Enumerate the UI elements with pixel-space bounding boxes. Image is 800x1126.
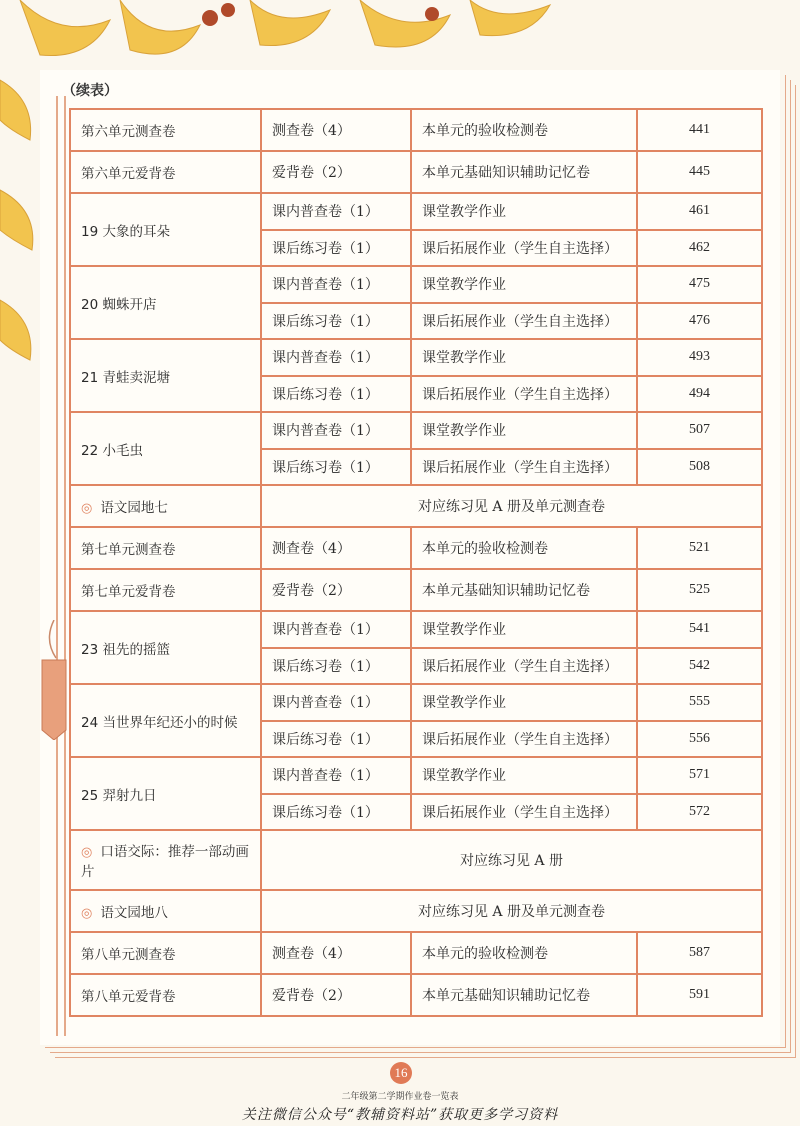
paper-type: 课后练习卷（1） <box>261 376 411 413</box>
footer-caption: 二年级第二学期作业卷一览表 <box>341 1092 459 1102</box>
table-row <box>70 266 762 303</box>
paper-purpose: 课堂教学作业 <box>411 684 637 721</box>
paper-type: 课内普查卷（1） <box>261 757 411 794</box>
table-row <box>70 412 762 449</box>
paper-type: 测查卷（4） <box>261 527 411 569</box>
lesson-name-text: 语文园地七 <box>100 500 168 516</box>
paper-type: 课后练习卷（1） <box>261 721 411 758</box>
paper-purpose: 本单元的验收检测卷 <box>411 527 637 569</box>
page-number: 571 <box>637 757 762 794</box>
table-row <box>70 193 762 230</box>
lesson-name: 第六单元爱背卷 <box>70 151 261 193</box>
cross-reference-note: 对应练习见 A 册 <box>261 830 762 890</box>
cross-reference-note: 对应练习见 A 册及单元测查卷 <box>261 890 762 932</box>
paper-type: 爱背卷（2） <box>261 151 411 193</box>
lesson-name: 21 青蛙卖泥塘 <box>70 339 261 412</box>
table-row <box>70 830 762 890</box>
page-number: 493 <box>637 339 762 376</box>
paper-purpose: 课后拓展作业（学生自主选择） <box>411 721 637 758</box>
table-row <box>70 611 762 648</box>
page-number: 525 <box>637 569 762 611</box>
page-number: 541 <box>637 611 762 648</box>
paper-type: 课后练习卷（1） <box>261 449 411 486</box>
paper-purpose: 课堂教学作业 <box>411 412 637 449</box>
paper-purpose: 课堂教学作业 <box>411 193 637 230</box>
page-number: 591 <box>637 974 762 1016</box>
paper-purpose: 课后拓展作业（学生自主选择） <box>411 230 637 267</box>
assignment-table <box>69 108 763 1017</box>
paper-type: 课内普查卷（1） <box>261 193 411 230</box>
paper-purpose: 课后拓展作业（学生自主选择） <box>411 794 637 831</box>
bullet-icon: ◎ <box>81 906 93 921</box>
lesson-name <box>70 890 261 932</box>
paper-type: 课后练习卷（1） <box>261 648 411 685</box>
page-number: 461 <box>637 193 762 230</box>
bullet-icon: ◎ <box>81 845 93 860</box>
lesson-name <box>70 485 261 527</box>
lesson-name: 20 蜘蛛开店 <box>70 266 261 339</box>
table-row <box>70 485 762 527</box>
table-row <box>70 527 762 569</box>
paper-purpose: 课后拓展作业（学生自主选择） <box>411 376 637 413</box>
paper-type: 爱背卷（2） <box>261 569 411 611</box>
paper-type: 测查卷（4） <box>261 932 411 974</box>
paper-purpose: 课后拓展作业（学生自主选择） <box>411 303 637 340</box>
paper-purpose: 课堂教学作业 <box>411 611 637 648</box>
paper-type: 课内普查卷（1） <box>261 611 411 648</box>
paper-purpose: 本单元基础知识辅助记忆卷 <box>411 974 637 1016</box>
paper-type: 课内普查卷（1） <box>261 266 411 303</box>
table-row <box>70 151 762 193</box>
paper-purpose: 课后拓展作业（学生自主选择） <box>411 449 637 486</box>
paper-purpose: 课堂教学作业 <box>411 339 637 376</box>
paper-purpose: 本单元基础知识辅助记忆卷 <box>411 151 637 193</box>
table-row <box>70 932 762 974</box>
page-number: 587 <box>637 932 762 974</box>
lesson-name: 22 小毛虫 <box>70 412 261 485</box>
paper-type: 爱背卷（2） <box>261 974 411 1016</box>
footer-promo: 关注微信公众号“教辅资料站”获取更多学习资料 <box>241 1107 559 1123</box>
bullet-icon: ◎ <box>81 501 93 516</box>
paper-type: 测查卷（4） <box>261 109 411 151</box>
table-row <box>70 339 762 376</box>
page-number: 507 <box>637 412 762 449</box>
lesson-name-text: 语文园地八 <box>100 905 168 921</box>
page-number: 555 <box>637 684 762 721</box>
paper-purpose: 本单元的验收检测卷 <box>411 932 637 974</box>
bookmark-tag <box>34 620 74 740</box>
lesson-name: 第八单元测查卷 <box>70 932 261 974</box>
lesson-name: 23 祖先的摇篮 <box>70 611 261 684</box>
page-number: 572 <box>637 794 762 831</box>
table-row <box>70 684 762 721</box>
page-number: 508 <box>637 449 762 486</box>
paper-type: 课内普查卷（1） <box>261 412 411 449</box>
table-row <box>70 569 762 611</box>
page-number: 476 <box>637 303 762 340</box>
page-number: 445 <box>637 151 762 193</box>
page-number: 475 <box>637 266 762 303</box>
lesson-name: 第八单元爱背卷 <box>70 974 261 1016</box>
page-number: 441 <box>637 109 762 151</box>
page-number-badge: 16 <box>390 1062 412 1084</box>
lesson-name: 第七单元爱背卷 <box>70 569 261 611</box>
paper-purpose: 本单元的验收检测卷 <box>411 109 637 151</box>
lesson-name: 第六单元测查卷 <box>70 109 261 151</box>
page-number: 542 <box>637 648 762 685</box>
page-number: 521 <box>637 527 762 569</box>
page-number: 556 <box>637 721 762 758</box>
paper-purpose: 课堂教学作业 <box>411 757 637 794</box>
paper-type: 课后练习卷（1） <box>261 303 411 340</box>
cross-reference-note: 对应练习见 A 册及单元测查卷 <box>261 485 762 527</box>
paper-type: 课内普查卷（1） <box>261 684 411 721</box>
paper-type: 课内普查卷（1） <box>261 339 411 376</box>
book-binding <box>56 96 66 1036</box>
table-row <box>70 109 762 151</box>
lesson-name: 19 大象的耳朵 <box>70 193 261 266</box>
paper-purpose: 本单元基础知识辅助记忆卷 <box>411 569 637 611</box>
ginkgo-side-leaves <box>0 60 40 380</box>
lesson-name-text: 口语交际：推荐一部动画片 <box>81 844 249 880</box>
page-number: 462 <box>637 230 762 267</box>
paper-purpose: 课堂教学作业 <box>411 266 637 303</box>
lesson-name: 25 羿射九日 <box>70 757 261 830</box>
table-row <box>70 890 762 932</box>
table-row <box>70 974 762 1016</box>
continued-label: （续表） <box>62 83 118 99</box>
lesson-name: 24 当世界年纪还小的时候 <box>70 684 261 757</box>
page-number: 494 <box>637 376 762 413</box>
paper-type: 课后练习卷（1） <box>261 794 411 831</box>
paper-purpose: 课后拓展作业（学生自主选择） <box>411 648 637 685</box>
paper-type: 课后练习卷（1） <box>261 230 411 267</box>
lesson-name <box>70 830 261 890</box>
table-row <box>70 757 762 794</box>
lesson-name: 第七单元测查卷 <box>70 527 261 569</box>
